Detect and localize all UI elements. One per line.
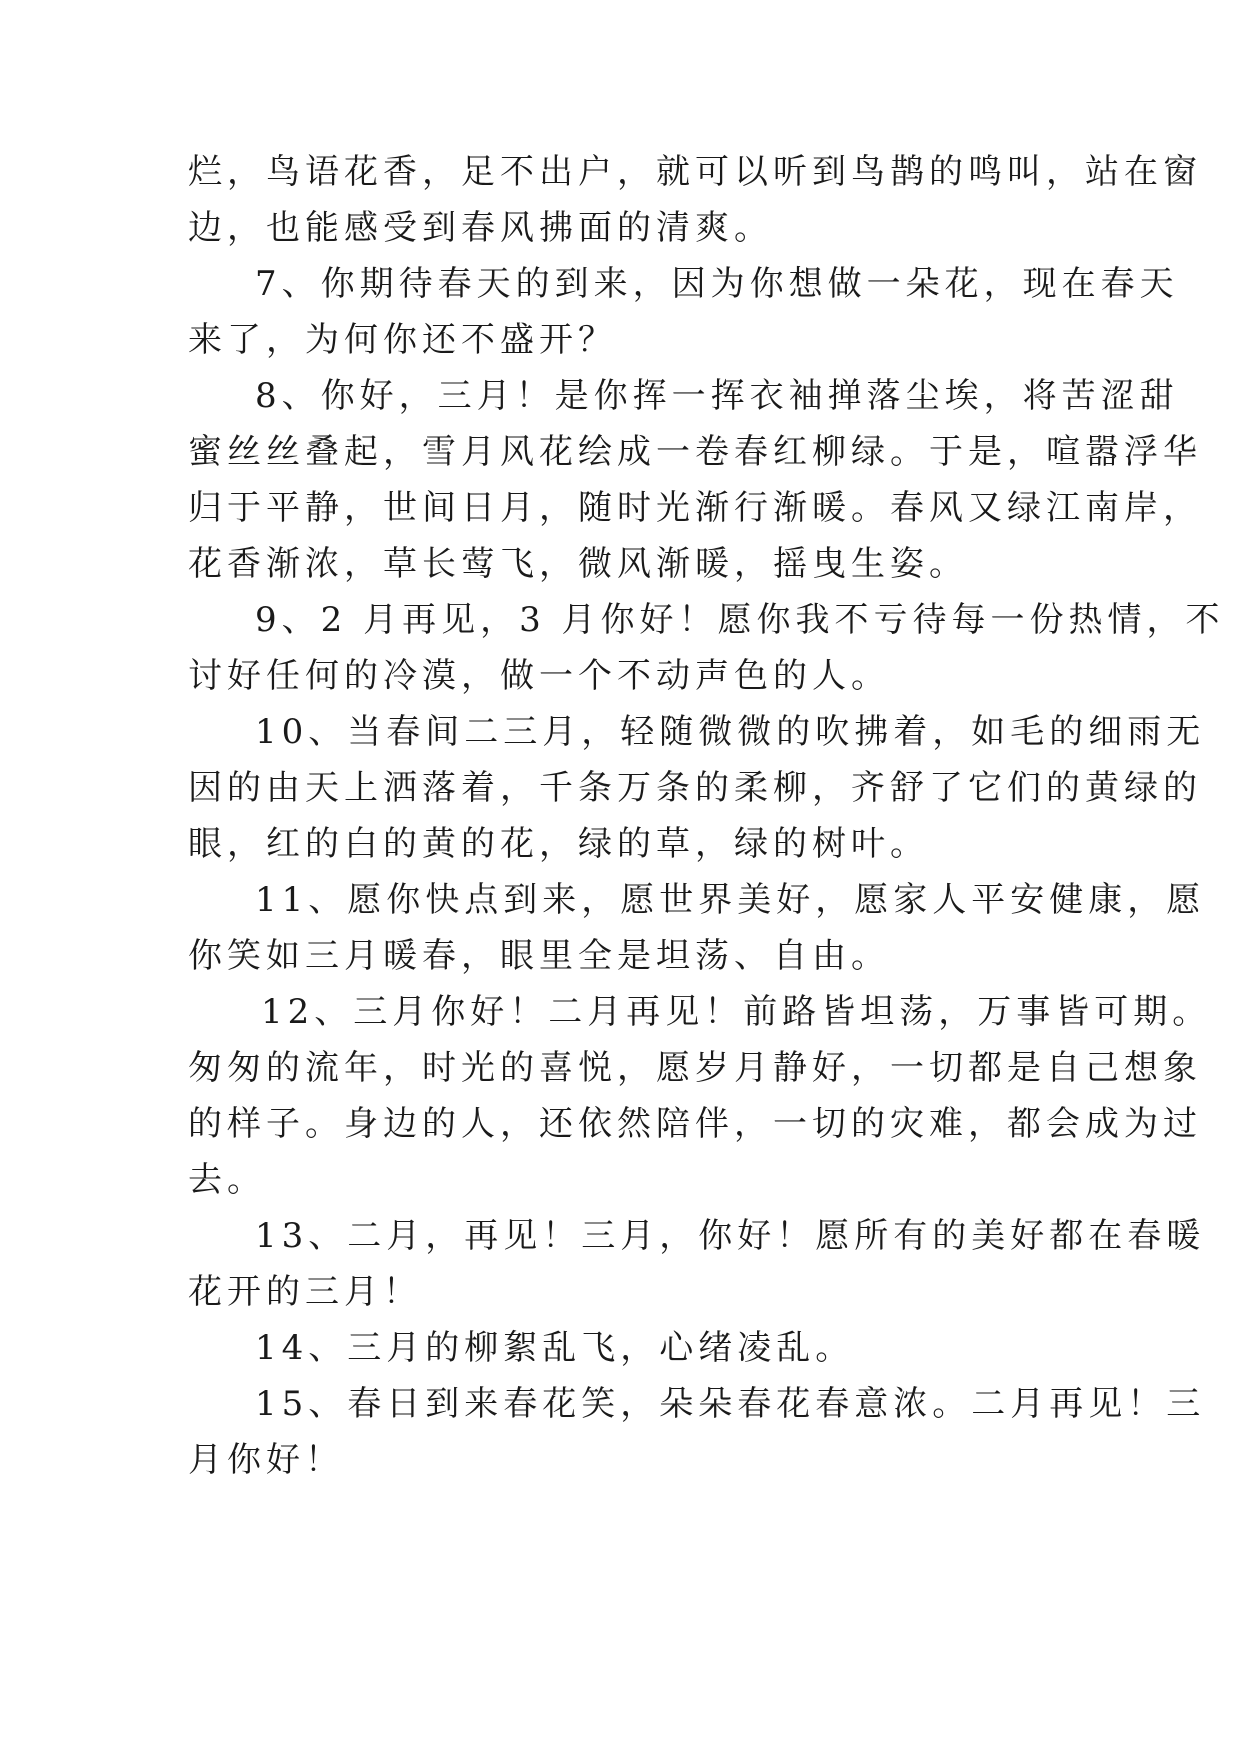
text-line: 月你好！ xyxy=(188,1440,344,1480)
paragraph-13-start: 13、二月，再见！三月，你好！愿所有的美好都在春暖 xyxy=(255,1216,1206,1256)
text-line: 烂，鸟语花香，足不出户，就可以听到鸟鹊的鸣叫，站在窗 xyxy=(188,152,1202,192)
paragraph-15-start: 15、春日到来春花笑，朵朵春花春意浓。二月再见！三 xyxy=(255,1384,1206,1424)
text-line: 的样子。身边的人，还依然陪伴，一切的灾难，都会成为过 xyxy=(188,1104,1202,1144)
text-line: 讨好任何的冷漠，做一个不动声色的人。 xyxy=(188,656,890,696)
paragraph-8-start: 8、你好，三月！是你挥一挥衣袖掸落尘埃，将苦涩甜 xyxy=(255,376,1179,416)
paragraph-11-start: 11、愿你快点到来，愿世界美好，愿家人平安健康，愿 xyxy=(255,880,1206,920)
text-line: 边，也能感受到春风拂面的清爽。 xyxy=(188,208,773,248)
text-line: 因的由天上洒落着，千条万条的柔柳，齐舒了它们的黄绿的 xyxy=(188,768,1202,808)
text-line: 花香渐浓，草长莺飞，微风渐暖，摇曳生姿。 xyxy=(188,544,968,584)
paragraph-9-start: 9、2 月再见，3 月你好！愿你我不亏待每一份热情，不 xyxy=(255,600,1225,640)
paragraph-12-start: 12、三月你好！二月再见！前路皆坦荡，万事皆可期。 xyxy=(261,992,1212,1032)
text-line: 匆匆的流年，时光的喜悦，愿岁月静好，一切都是自己想象 xyxy=(188,1048,1202,1088)
paragraph-10-start: 10、当春间二三月，轻随微微的吹拂着，如毛的细雨无 xyxy=(255,712,1206,752)
text-line: 眼，红的白的黄的花，绿的草，绿的树叶。 xyxy=(188,824,929,864)
text-line: 花开的三月！ xyxy=(188,1272,422,1312)
text-line: 去。 xyxy=(188,1160,266,1200)
text-line: 你笑如三月暖春，眼里全是坦荡、自由。 xyxy=(188,936,890,976)
paragraph-7-start: 7、你期待春天的到来，因为你想做一朵花，现在春天 xyxy=(255,264,1179,304)
text-line: 来了，为何你还不盛开？ xyxy=(188,320,617,360)
text-line: 归于平静，世间日月，随时光渐行渐暖。春风又绿江南岸， xyxy=(188,488,1202,528)
text-line: 蜜丝丝叠起，雪月风花绘成一卷春红柳绿。于是，喧嚣浮华 xyxy=(188,432,1202,472)
paragraph-14-start: 14、三月的柳絮乱飞，心绪凌乱。 xyxy=(255,1328,855,1368)
